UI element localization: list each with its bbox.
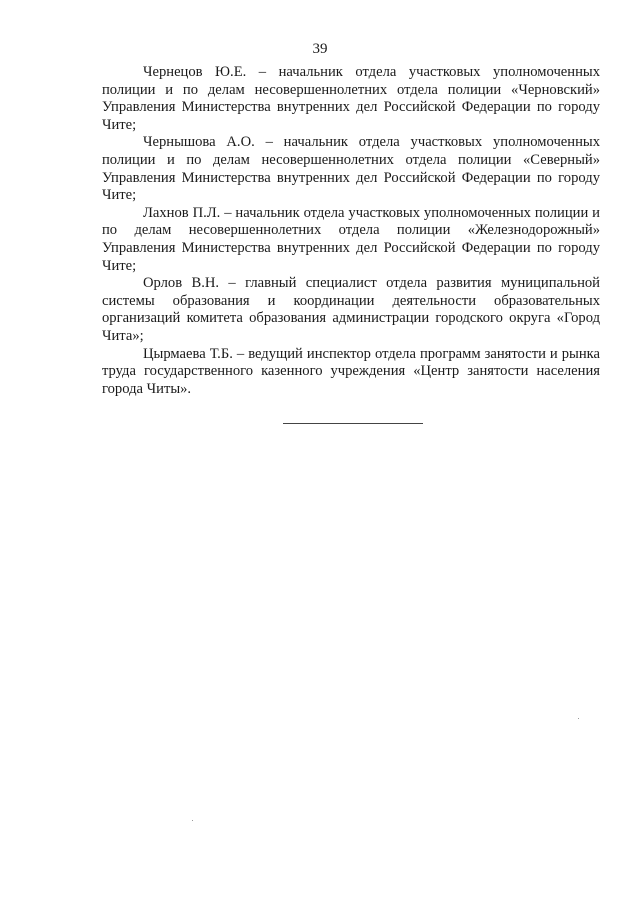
scan-speck <box>192 820 193 821</box>
page-number: 39 <box>312 41 328 57</box>
list-item-tsyrmaeva: Цырмаева Т.Б. – ведущий инспектор отдела программ занятости и рынка труда государственного казенного учреждения «Центр занятости населения города Читы». <box>102 345 600 397</box>
list-item-lakhnov: Лахнов П.Л. – начальник отдела участковых уполномоченных полиции и по делам несовершеннолетних отдела полиции «Железнодорожный» Управления Министерства внутренних дел Российской Федерации по городу Чите; <box>102 204 600 274</box>
closing-divider <box>283 423 423 424</box>
scan-speck <box>578 718 579 719</box>
list-item-chernyshova: Чернышова А.О. – начальник отдела участковых уполномоченных полиции и по делам несовершеннолетних отдела полиции «Северный» Управления Министерства внутренних дел Российской Федерации по городу Чите; <box>102 134 600 204</box>
list-item-chernetsov: Чернецов Ю.Е. – начальник отдела участковых уполномоченных полиции и по делам несовершеннолетних отдела полиции «Черновский» Управления Министерства внутренних дел Российской Федерации по городу Чите; <box>102 64 600 133</box>
member-list <box>102 64 600 398</box>
list-item-orlov: Орлов В.Н. – главный специалист отдела развития муниципальной системы образования и координации деятельности образовательных организаций комитета образования администрации городского округа «Город Чита»; <box>102 275 600 344</box>
